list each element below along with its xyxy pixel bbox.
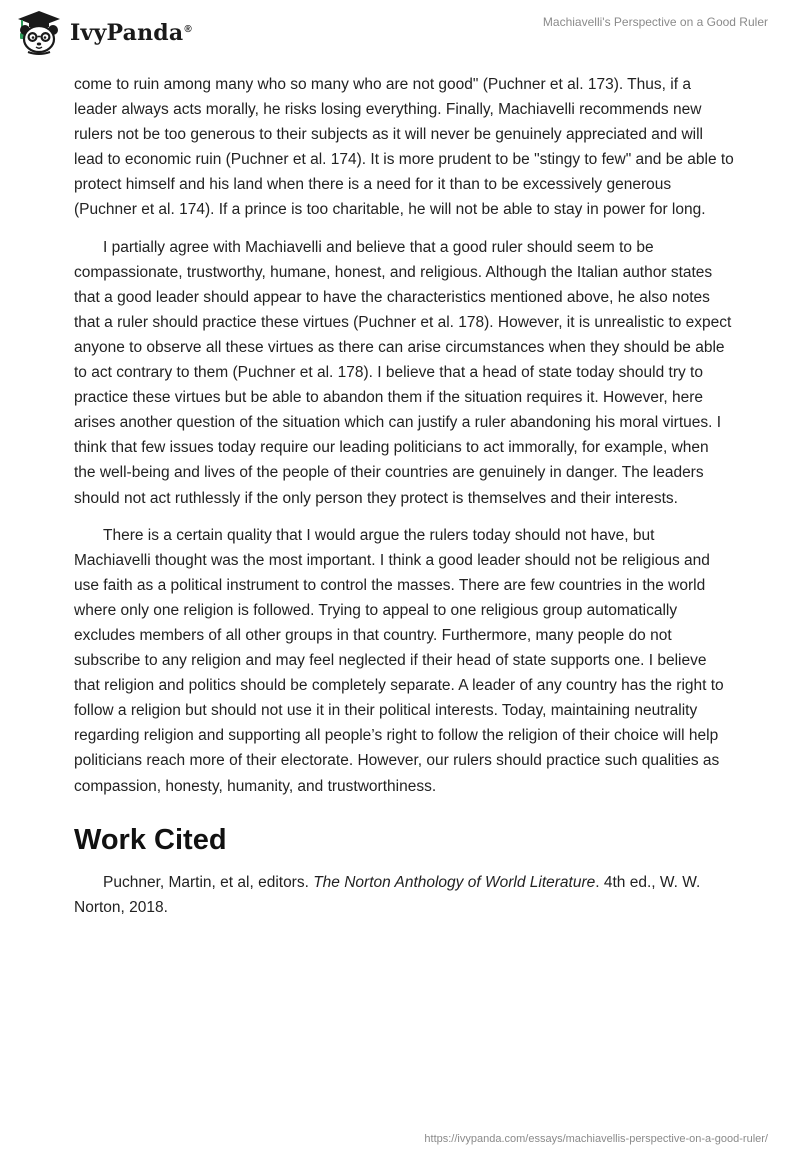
citation-book-title: The Norton Anthology of World Literature (313, 873, 596, 891)
works-cited-heading: Work Cited (74, 823, 227, 856)
registered-mark: ® (184, 23, 192, 35)
page-header (0, 0, 800, 64)
citation-publication: . 4th ed., W. W. Norton, 2018. (74, 873, 701, 916)
brand-name (70, 20, 192, 46)
essay-paragraph: There is a certain quality that I would argue the rulers today should not have, but Machiavelli thought was the most important. I think a good leader should not be religious and use faith as a political instrument to control the masses. There are few countries in the world where only one religion is followed. Trying to appeal to one religious group automatically excludes members of all other groups in that country. Furthermore, many people do not subscribe to any religion and may feel neglected if their head of state supports one. I believe that religion and politics should be completely separate. A leader of any country has the right to follow a religion but should not use it in their political interests. Today, maintaining neutrality regarding religion and supporting all people’s right to follow the religion of their choice will help politicians reach more of their electorate. However, our rulers should practice such qualities as compassion, honesty, humanity, and trustworthiness. (74, 526, 724, 795)
essay-content (74, 72, 734, 920)
panda-graduate-icon (14, 8, 64, 56)
source-url[interactable]: https://ivypanda.com/essays/machiavellis-perspective-on-a-good-ruler/ (424, 1133, 768, 1145)
citation-authors: Puchner, Martin, et al, editors. (103, 873, 314, 891)
essay-paragraph: come to ruin among many who so many who are not good" (Puchner et al. 173). Thus, if a leader always acts morally, he risks losing everything. Finally, Machiavelli recommends new rulers not be too generous to their subjects as it will never be genuinely appreciated and will lead to economic ruin (Puchner et al. 174). It is more prudent to be "stingy to few" and be able to protect himself and his land when there is a need for it than to be excessively generous (Puchner et al. 174). If a prince is too charitable, he will not be able to stay in power for long. (74, 76, 734, 219)
citation-entry (74, 870, 734, 920)
ivypanda-logo[interactable] (14, 8, 192, 56)
document-title: Machiavelli's Perspective on a Good Ruler (542, 15, 768, 29)
brand-text: IvyPanda (70, 20, 184, 46)
essay-paragraph: I partially agree with Machiavelli and believe that a good ruler should seem to be compassionate, trustworthy, humane, honest, and religious. Although the Italian author states that a good leader should appear to have the characteristics mentioned above, he also notes that a ruler should practice these virtues (Puchner et al. 178). However, it is unrealistic to expect anyone to observe all these virtues as there can arise circumstances when they should be able to act contrary to them (Puchner et al. 178). I believe that a head of state today should try to practice these virtues but be able to abandon them if the situation requires it. However, here arises another question of the situation which can justify a ruler abandoning his moral virtues. I think that few issues today require our leading politicians to act immorally, for example, when the well-being and lives of the people of their countries are genuinely in danger. The leaders should not act ruthlessly if the only person they protect is themselves and their interests. (74, 238, 732, 507)
